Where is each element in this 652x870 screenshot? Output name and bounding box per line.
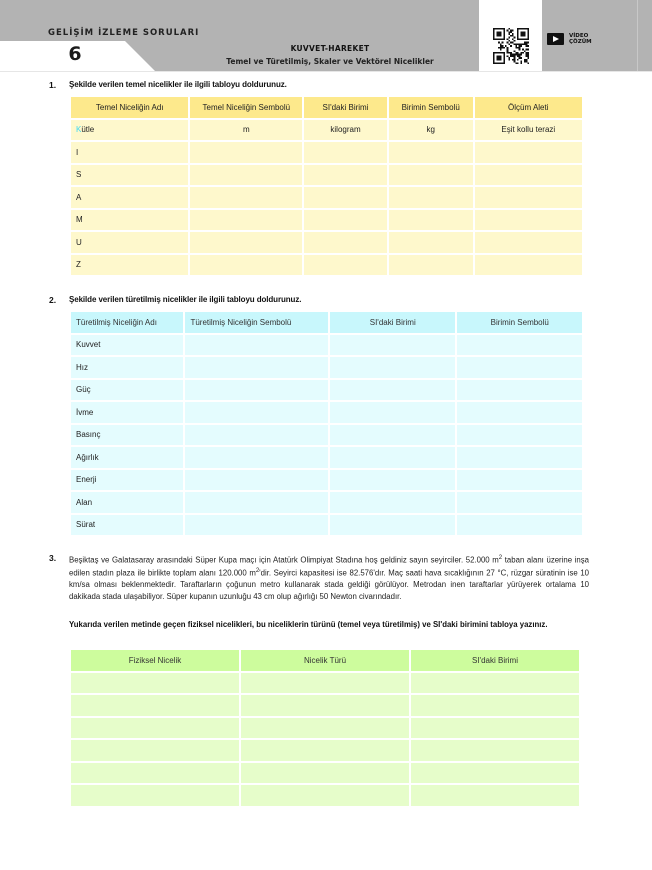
answer-cell[interactable] xyxy=(411,763,579,784)
qr-module xyxy=(524,61,526,63)
answer-cell[interactable] xyxy=(475,232,582,253)
series-title: GELİŞİM İZLEME SORULARI xyxy=(48,28,200,38)
answer-cell[interactable] xyxy=(457,402,582,423)
qr-module xyxy=(524,43,526,45)
qr-module xyxy=(508,59,510,61)
quantity-name-cell: Güç xyxy=(71,380,183,401)
col-header: Nicelik Türü xyxy=(241,650,409,671)
quantity-name-cell: Sürat xyxy=(71,515,183,536)
qr-module xyxy=(517,52,519,54)
qr-module xyxy=(510,31,512,33)
qr-module xyxy=(515,54,517,56)
qr-module xyxy=(510,55,512,57)
col-header: Fiziksel Nicelik xyxy=(71,650,239,671)
qr-module xyxy=(502,47,504,49)
answer-cell[interactable] xyxy=(185,425,328,446)
answer-cell[interactable] xyxy=(457,515,582,536)
superscript: 2 xyxy=(255,568,260,575)
qr-module xyxy=(496,31,501,36)
unit-title: KUVVET-HAREKET xyxy=(290,44,370,53)
qr-module xyxy=(507,47,509,49)
answer-cell[interactable] xyxy=(185,335,328,356)
answer-cell[interactable] xyxy=(190,142,302,163)
answer-cell[interactable] xyxy=(71,695,239,716)
answer-cell[interactable] xyxy=(330,357,455,378)
answer-cell[interactable] xyxy=(304,210,387,231)
col-header: SI'daki Birimi xyxy=(304,97,387,118)
answer-cell[interactable] xyxy=(304,165,387,186)
table-row xyxy=(71,695,579,716)
col-header: Birimin Sembolü xyxy=(389,97,473,118)
col-header: Ölçüm Aleti xyxy=(475,97,582,118)
qr-module xyxy=(508,57,510,59)
basic-quantities-table xyxy=(69,95,584,277)
answer-cell[interactable] xyxy=(190,255,302,276)
answer-cell[interactable] xyxy=(411,785,579,806)
answer-cell[interactable] xyxy=(304,142,387,163)
qr-module xyxy=(514,50,516,52)
qr-module xyxy=(520,43,522,45)
qr-module xyxy=(515,47,517,49)
qr-module xyxy=(510,45,512,47)
qr-module xyxy=(514,37,516,39)
answer-cell[interactable] xyxy=(241,763,409,784)
table-row xyxy=(71,763,579,784)
table-row xyxy=(71,255,582,276)
answer-cell[interactable] xyxy=(190,232,302,253)
answer-cell[interactable] xyxy=(475,165,582,186)
answer-cell[interactable] xyxy=(457,357,582,378)
answer-cell[interactable] xyxy=(330,335,455,356)
qr-module xyxy=(510,35,512,37)
answer-cell[interactable] xyxy=(241,785,409,806)
qr-module xyxy=(514,43,516,45)
qr-module xyxy=(512,30,514,32)
table-row xyxy=(71,447,582,468)
table-header-row xyxy=(71,97,582,118)
letter-cell[interactable]: I xyxy=(71,142,188,163)
qr-module xyxy=(512,38,514,40)
qr-module xyxy=(526,45,528,47)
qr-module xyxy=(519,54,521,56)
answer-cell[interactable] xyxy=(330,447,455,468)
qr-module xyxy=(517,62,519,64)
qr-module xyxy=(522,52,524,54)
qr-module xyxy=(520,61,522,63)
answer-cell[interactable] xyxy=(71,673,239,694)
answer-cell[interactable] xyxy=(304,232,387,253)
answer-cell[interactable] xyxy=(190,187,302,208)
answer-cell[interactable] xyxy=(411,740,579,761)
qr-module xyxy=(514,57,516,59)
qr-module xyxy=(524,50,526,52)
qr-module xyxy=(519,43,521,45)
physical-quantities-table xyxy=(69,648,581,808)
qr-module xyxy=(524,59,526,61)
qr-module xyxy=(527,54,529,56)
col-header: Türetilmiş Niceliğin Sembolü xyxy=(185,312,328,333)
col-header: Temel Niceliğin Sembolü xyxy=(190,97,302,118)
qr-code-icon[interactable] xyxy=(493,28,529,64)
letter-cell[interactable]: Z xyxy=(71,255,188,276)
qr-module xyxy=(526,49,528,51)
qr-module xyxy=(507,50,509,52)
qr-module xyxy=(514,40,516,42)
answer-cell[interactable] xyxy=(241,673,409,694)
qr-module xyxy=(512,54,514,56)
answer-cell[interactable] xyxy=(190,165,302,186)
table-row xyxy=(71,785,579,806)
qr-module xyxy=(515,43,517,45)
table-row xyxy=(71,357,582,378)
name-rest: ütle xyxy=(81,125,95,135)
qr-module xyxy=(526,54,528,56)
qr-module xyxy=(517,54,519,56)
qr-module xyxy=(508,43,510,45)
question-3-number: 3. xyxy=(49,553,57,563)
qr-module xyxy=(515,45,517,47)
qr-module xyxy=(512,33,514,35)
answer-cell[interactable] xyxy=(330,470,455,491)
qr-module xyxy=(517,43,519,45)
col-header: SI'daki Birimi xyxy=(330,312,455,333)
qr-module xyxy=(505,45,507,47)
qr-module xyxy=(514,54,516,56)
qr-module xyxy=(520,45,522,47)
passage-part: taban alanı üzerine inşa edilen stadın plaza ile birlikte toplam alanı 120.000 m xyxy=(69,555,589,578)
qr-module xyxy=(526,55,528,57)
answer-cell[interactable] xyxy=(185,402,328,423)
letter-cell[interactable]: A xyxy=(71,187,188,208)
qr-module xyxy=(517,55,519,57)
answer-cell[interactable] xyxy=(389,255,473,276)
answer-cell[interactable] xyxy=(71,718,239,739)
answer-cell[interactable] xyxy=(185,380,328,401)
quantity-name-cell: Basınç xyxy=(71,425,183,446)
quantity-name-cell xyxy=(71,120,188,141)
table-row xyxy=(71,402,582,423)
qr-module xyxy=(508,37,510,39)
answer-cell[interactable] xyxy=(411,718,579,739)
col-header: Türetilmiş Niceliğin Adı xyxy=(71,312,183,333)
play-icon xyxy=(547,33,564,45)
qr-module xyxy=(520,62,522,64)
answer-cell[interactable] xyxy=(475,210,582,231)
header-divider-line xyxy=(0,71,652,72)
answer-cell[interactable] xyxy=(411,695,579,716)
qr-module xyxy=(519,47,521,49)
qr-module xyxy=(496,55,501,60)
qr-module xyxy=(519,55,521,57)
qr-module xyxy=(500,43,502,45)
qr-module xyxy=(520,57,522,59)
letter-cell[interactable]: M xyxy=(71,210,188,231)
qr-module xyxy=(507,55,509,57)
unit-subtitle: Temel ve Türetilmiş, Skaler ve Vektörel Nicelikler xyxy=(226,57,434,66)
qr-module xyxy=(507,49,509,51)
qr-module xyxy=(526,42,528,44)
quantity-name-cell: İvme xyxy=(71,402,183,423)
instrument-cell: Eşit kollu terazi xyxy=(475,120,582,141)
qr-module xyxy=(508,31,510,33)
passage-part: 'dir. Seyirci kapasitesi ise 82.576'dır. Maç saati hava sıcaklığının 27 °C, rüzgar süratinin ise 10 km/sa olması beklenmektedir. Taraftarların çoğunun metro kullanarak stada geldiği görülüyor. Metrodan inen taraftarlar yürüyerek ortalama 10 dakikada stada ulaşabiliyor. Süper kupanın uzunluğu 43 cm olup ağırlığı 50 Newton civarındadır. xyxy=(69,568,589,601)
answer-cell[interactable] xyxy=(330,425,455,446)
qr-module xyxy=(502,42,504,44)
answer-cell[interactable] xyxy=(457,447,582,468)
answer-cell[interactable] xyxy=(330,380,455,401)
answer-cell[interactable] xyxy=(304,187,387,208)
answer-cell[interactable] xyxy=(475,255,582,276)
answer-cell[interactable] xyxy=(330,515,455,536)
qr-module xyxy=(527,45,529,47)
qr-module xyxy=(517,47,519,49)
answer-cell[interactable] xyxy=(475,187,582,208)
quantity-name-cell: Enerji xyxy=(71,470,183,491)
table-row xyxy=(71,210,582,231)
qr-module xyxy=(507,42,509,44)
qr-module xyxy=(512,42,514,44)
qr-module xyxy=(514,59,516,61)
table-row xyxy=(71,165,582,186)
quantity-name-cell: Ağırlık xyxy=(71,447,183,468)
qr-module xyxy=(498,42,500,44)
table-row xyxy=(71,380,582,401)
video-solution-label xyxy=(569,33,592,45)
qr-module xyxy=(498,47,500,49)
table-row xyxy=(71,718,579,739)
answer-cell[interactable] xyxy=(389,187,473,208)
question-1-number: 1. xyxy=(49,80,57,90)
answer-cell[interactable] xyxy=(330,402,455,423)
answer-cell[interactable] xyxy=(389,142,473,163)
qr-module xyxy=(510,54,512,56)
qr-module xyxy=(526,52,528,54)
answer-cell[interactable] xyxy=(185,515,328,536)
qr-module xyxy=(526,61,528,63)
qr-module xyxy=(527,57,529,59)
answer-cell[interactable] xyxy=(411,673,579,694)
qr-module xyxy=(512,59,514,61)
col-header: Birimin Sembolü xyxy=(457,312,582,333)
qr-module xyxy=(515,62,517,64)
table-row xyxy=(71,470,582,491)
qr-module xyxy=(515,52,517,54)
table-header-row xyxy=(71,312,582,333)
qr-module xyxy=(527,49,529,51)
table-row xyxy=(71,335,582,356)
answer-cell[interactable] xyxy=(185,447,328,468)
table-row xyxy=(71,142,582,163)
first-letter: K xyxy=(76,125,82,135)
table-row xyxy=(71,232,582,253)
superscript: 2 xyxy=(498,555,503,561)
answer-cell[interactable] xyxy=(71,740,239,761)
answer-cell[interactable] xyxy=(71,785,239,806)
symbol-cell: m xyxy=(190,120,302,141)
question-2-text: Şekilde verilen türetilmiş nicelikler ile ilgili tabloyu doldurunuz. xyxy=(69,295,302,304)
table-row xyxy=(71,740,579,761)
qr-module xyxy=(503,47,505,49)
answer-cell[interactable] xyxy=(304,255,387,276)
question-3-passage xyxy=(69,553,589,602)
table-row xyxy=(71,425,582,446)
answer-cell[interactable] xyxy=(185,357,328,378)
qr-module xyxy=(522,43,524,45)
col-header: SI'daki Birimi xyxy=(411,650,579,671)
qr-module xyxy=(517,59,519,61)
qr-module xyxy=(527,55,529,57)
qr-module xyxy=(507,38,509,40)
table-row xyxy=(71,187,582,208)
qr-module xyxy=(512,35,514,37)
qr-module xyxy=(520,54,522,56)
qr-module xyxy=(526,43,528,45)
answer-cell[interactable] xyxy=(185,492,328,513)
qr-module xyxy=(508,33,510,35)
video-solution-button[interactable] xyxy=(547,33,592,45)
qr-module xyxy=(514,61,516,63)
qr-module xyxy=(520,31,525,36)
qr-module xyxy=(510,42,512,44)
table-row xyxy=(71,120,582,141)
answer-cell[interactable] xyxy=(475,142,582,163)
qr-module xyxy=(514,55,516,57)
quantity-name-cell: Alan xyxy=(71,492,183,513)
question-2-number: 2. xyxy=(49,295,57,305)
derived-quantities-table xyxy=(69,310,584,537)
qr-module xyxy=(519,57,521,59)
qr-module xyxy=(519,45,521,47)
qr-module xyxy=(527,52,529,54)
col-header: Temel Niceliğin Adı xyxy=(71,97,188,118)
header-divider xyxy=(637,0,638,71)
answer-cell[interactable] xyxy=(457,425,582,446)
video-label-line1: VİDEO xyxy=(569,33,589,39)
table-row xyxy=(71,492,582,513)
video-label-line2: ÇÖZÜM xyxy=(569,39,592,45)
answer-cell[interactable] xyxy=(241,695,409,716)
quantity-name-cell: Kuvvet xyxy=(71,335,183,356)
letter-cell[interactable]: U xyxy=(71,232,188,253)
unit-symbol-cell: kg xyxy=(389,120,473,141)
answer-cell[interactable] xyxy=(330,492,455,513)
answer-cell[interactable] xyxy=(71,763,239,784)
table-row xyxy=(71,673,579,694)
answer-cell[interactable] xyxy=(185,470,328,491)
qr-module xyxy=(507,52,509,54)
question-1-text: Şekilde verilen temel nicelikler ile ilgili tabloyu doldurunuz. xyxy=(69,80,287,89)
qr-module xyxy=(522,49,524,51)
qr-module xyxy=(508,28,510,30)
qr-module xyxy=(500,47,502,49)
answer-cell[interactable] xyxy=(457,380,582,401)
passage-part: Beşiktaş ve Galatasaray arasındaki Süper Kupa maçı için Atatürk Olimpiyat Stadına hoş geldiniz sayın seyirciler. 52.000 m xyxy=(69,555,499,565)
table-row xyxy=(71,515,582,536)
qr-module xyxy=(508,40,510,42)
qr-module xyxy=(527,42,529,44)
answer-cell[interactable] xyxy=(241,718,409,739)
si-unit-cell: kilogram xyxy=(304,120,387,141)
quantity-name-cell: Hız xyxy=(71,357,183,378)
qr-module xyxy=(526,59,528,61)
qr-module xyxy=(524,42,526,44)
qr-module xyxy=(507,30,509,32)
qr-module xyxy=(510,52,512,54)
qr-module xyxy=(510,30,512,32)
qr-module xyxy=(519,49,521,51)
qr-module xyxy=(512,55,514,57)
answer-cell[interactable] xyxy=(190,210,302,231)
qr-module xyxy=(508,52,510,54)
answer-cell[interactable] xyxy=(389,232,473,253)
answer-cell[interactable] xyxy=(241,740,409,761)
letter-cell[interactable]: S xyxy=(71,165,188,186)
qr-module xyxy=(500,49,502,51)
qr-module xyxy=(527,62,529,64)
table-header-row xyxy=(71,650,579,671)
qr-module xyxy=(502,45,504,47)
question-3-instruction: Yukarıda verilen metinde geçen fiziksel nicelikleri, bu niceliklerin türünü (temel veya türetilmiş) ve SI'daki birimini tabloya yazınız. xyxy=(69,620,548,629)
test-number: 6 xyxy=(68,43,82,65)
answer-cell[interactable] xyxy=(457,335,582,356)
qr-module xyxy=(500,45,502,47)
answer-cell[interactable] xyxy=(457,492,582,513)
answer-cell[interactable] xyxy=(389,210,473,231)
answer-cell[interactable] xyxy=(457,470,582,491)
qr-module xyxy=(520,52,522,54)
answer-cell[interactable] xyxy=(389,165,473,186)
